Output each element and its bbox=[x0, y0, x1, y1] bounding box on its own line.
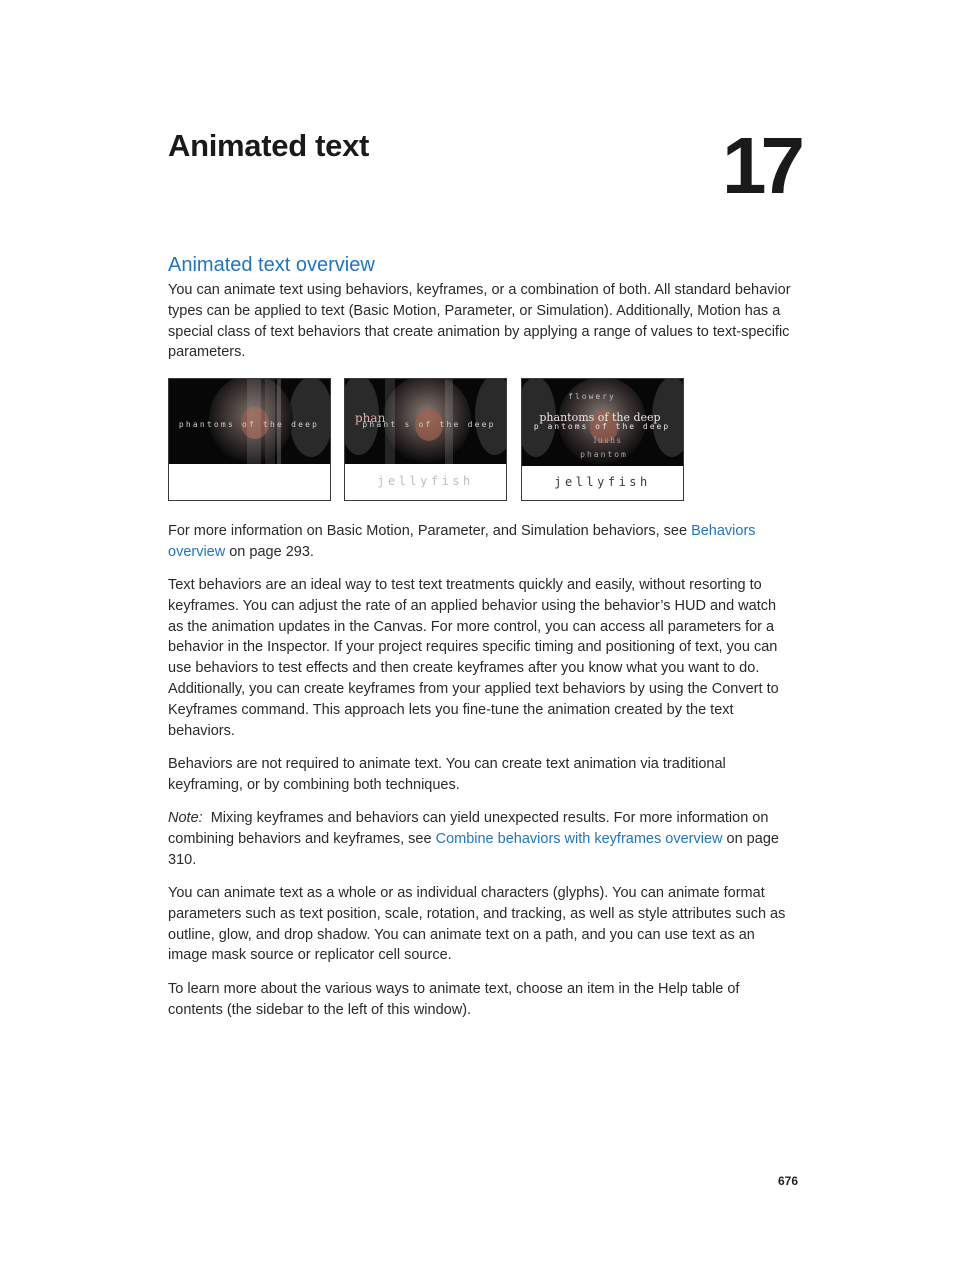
overlay-text-3c: flowery bbox=[568, 392, 616, 401]
overlay-text-2b: phan bbox=[355, 411, 386, 425]
figure-frame-1 bbox=[168, 378, 331, 501]
more-info-paragraph bbox=[168, 521, 794, 563]
learn-more-paragraph: To learn more about the various ways to animate text, choose an item in the Help table of contents (the sidebar to the left of this window). bbox=[168, 981, 740, 1018]
video-still-1 bbox=[169, 379, 330, 464]
whole-or-glyphs-paragraph: You can animate text as a whole or as individual characters (glyphs). You can animate format parameters such as text position, scale, rotation, and tracking, as well as style attributes such as outline, glow, and drop shadow. You can animate text on a path, and you can use text as an image mask source or replicator cell source. bbox=[168, 885, 786, 964]
overlay-text-2: phant s of the deep bbox=[362, 420, 496, 429]
video-still-3 bbox=[522, 379, 683, 466]
note-page-ref: on page 310. bbox=[168, 830, 779, 868]
overlay-text-3d: lushs bbox=[593, 436, 623, 445]
frame-caption-3: jellyfish bbox=[554, 475, 651, 489]
overlay-text-3: p antoms of the deep bbox=[533, 422, 671, 431]
page-number: 676 bbox=[777, 1174, 798, 1188]
text-behaviors-paragraph: Text behaviors are an ideal way to test text treatments quickly and easily, without resorting to keyframes. You can adjust the rate of an applied behavior using the behavior’s HUD and watch as the animation updates in the Canvas. For more control, you can access all parameters for a behavior in the Inspector. If your project requires specific timing and positioning of text, you can use behaviors to test effects and then create keyframes after you know what you want to do. Additionally, you can create keyframes from your applied text behaviors by using the Convert to Keyframes command. This approach lets you fine-tune the animation created by the text behaviors. bbox=[168, 577, 779, 739]
note-label: Note: bbox=[168, 810, 203, 826]
more-info-page-ref: on page 293. bbox=[225, 543, 314, 560]
not-required-paragraph: Behaviors are not required to animate text. You can create text animation via traditional keyframing, or by combining both techniques. bbox=[168, 756, 726, 793]
figure-frame-3 bbox=[521, 378, 684, 501]
frame-caption-2: jellyfish bbox=[377, 474, 474, 488]
combine-behaviors-link[interactable]: Combine behaviors with keyframes overview bbox=[435, 830, 723, 847]
figure-frame-2 bbox=[344, 378, 507, 501]
video-still-2 bbox=[345, 379, 506, 464]
overlay-text-3e: phantom bbox=[580, 450, 628, 459]
more-info-text: For more information on Basic Motion, Parameter, and Simulation behaviors, see bbox=[168, 523, 692, 539]
chapter-title: Animated text bbox=[168, 128, 370, 163]
note-paragraph bbox=[168, 808, 794, 870]
overlay-text-1: phantoms of the deep bbox=[178, 420, 320, 429]
chapter-number: 17 bbox=[722, 121, 799, 210]
section-heading: Animated text overview bbox=[168, 254, 375, 276]
intro-paragraph: You can animate text using behaviors, keyframes, or a combination of both. All standard behavior types can be applied to text (Basic Motion, Parameter, or Simulation). Additionally, Motion has a special class of text behaviors that create animation by applying a range of values to text-specific parameters. bbox=[168, 282, 791, 361]
overlay-text-3b: phantoms of the deep bbox=[539, 411, 661, 424]
note-text: Mixing keyframes and behaviors can yield unexpected results. For more information on combining behaviors and keyframes, see bbox=[168, 810, 769, 847]
behaviors-overview-link[interactable]: Behaviors overview bbox=[168, 523, 756, 560]
